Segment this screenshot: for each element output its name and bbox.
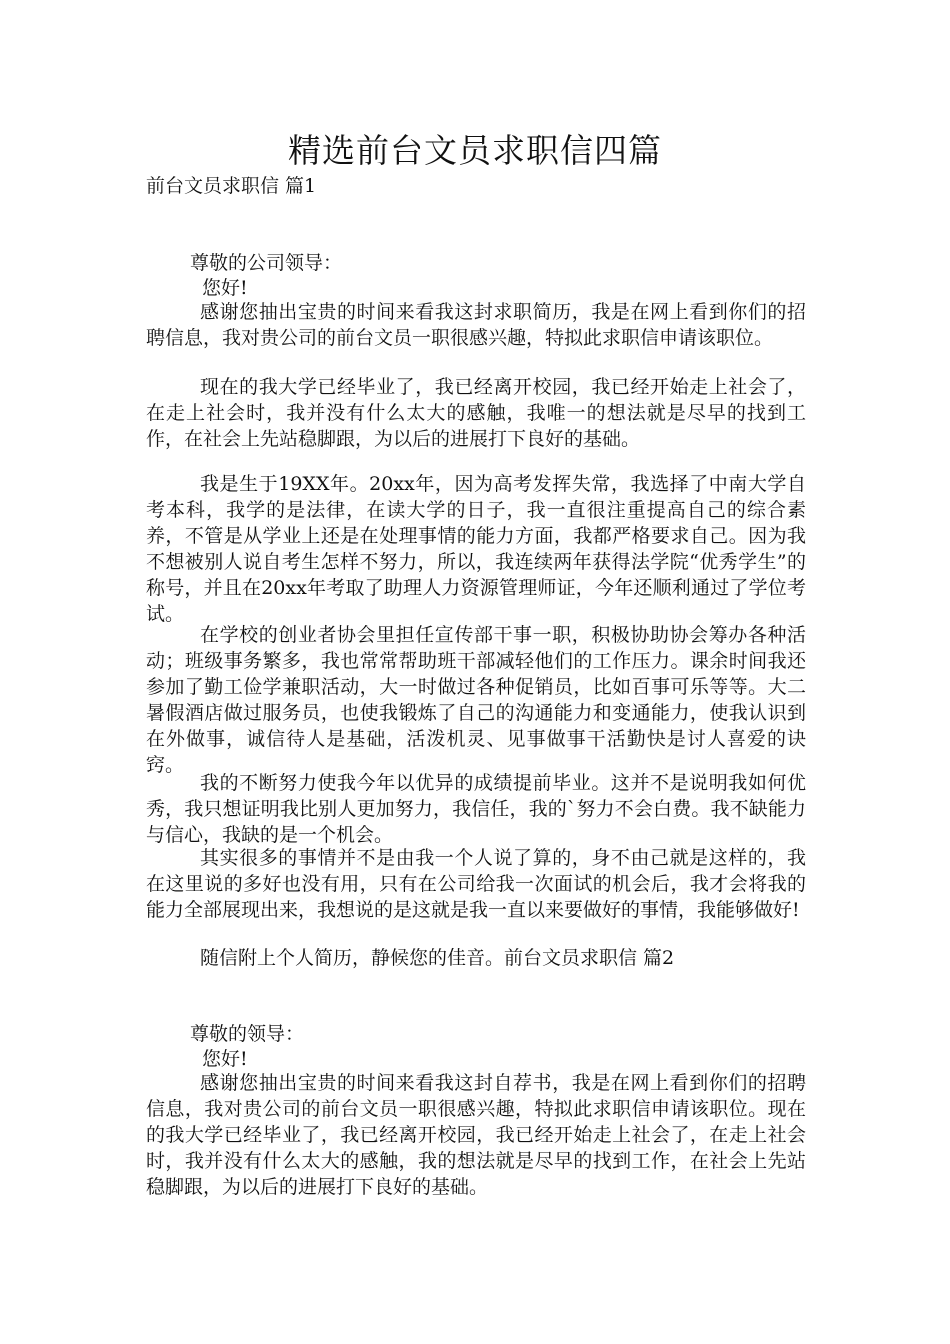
- greeting-1: 您好!: [202, 277, 248, 299]
- paragraph-closing-with-heading-2: 随信附上个人简历，静候您的佳音。前台文员求职信 篇2: [200, 947, 675, 969]
- paragraph: 感谢您抽出宝贵的时间来看我这封求职简历，我是在网上看到你们的招聘信息，我对贵公司的前台文员一职很感兴趣，特拟此求职信申请该职位。: [146, 301, 806, 349]
- paragraph: 感谢您抽出宝贵的时间来看我这封自荐书，我是在网上看到你们的招聘信息，我对贵公司的前台文员一职很感兴趣，特拟此求职信申请该职位。现在的我大学已经毕业了，我已经离开校园，我已经开始走上社会了，在走上社会时，我并没有什么太大的感触，我的想法就是尽早的找到工作，在社会上先站稳脚跟，为以后的进展打下良好的基础。: [146, 1072, 806, 1198]
- greeting-2: 您好!: [202, 1048, 248, 1070]
- paragraph: 我的不断努力使我今年以优异的成绩提前毕业。这并不是说明我如何优秀，我只想证明我比别人更加努力，我信任，我的`努力不会白费。我不缺能力与信心，我缺的是一个机会。: [146, 772, 806, 846]
- paragraph: 在学校的创业者协会里担任宣传部干事一职，积极协助协会筹办各种活动；班级事务繁多，我也常常帮助班干部减轻他们的工作压力。课余时间我还参加了勤工俭学兼职活动，大一时做过各种促销员，比如百事可乐等等。大二暑假酒店做过服务员，也使我锻炼了自己的沟通能力和变通能力，使我认识到在外做事，诚信待人是基础，活泼机灵、见事做事干活勤快是讨人喜爱的诀窍。: [146, 624, 806, 776]
- salutation-1: 尊敬的公司领导：: [190, 252, 343, 274]
- paragraph: 现在的我大学已经毕业了，我已经离开校园，我已经开始走上社会了，在走上社会时，我并没有什么太大的感触，我唯一的想法就是尽早的找到工作，在社会上先站稳脚跟，为以后的进展打下良好的基础。: [146, 376, 806, 450]
- paragraph: 其实很多的事情并不是由我一个人说了算的，身不由己就是这样的，我在这里说的多好也没有用，只有在公司给我一次面试的机会后，我才会将我的能力全部展现出来，我想说的是这就是我一直以来要做好的事情，我能够做好!: [146, 847, 806, 921]
- paragraph: 我是生于19XX年。20xx年，因为高考发挥失常，我选择了中南大学自考本科，我学的是法律，在读大学的日子，我一直很注重提高自己的综合素养，不管是从学业上还是在处理事情的能力方面，我都严格要求自己。因为我不想被别人说自考生怎样不努力，所以，我连续两年获得法学院“优秀学生”的称号，并且在20xx年考取了助理人力资源管理师证，今年还顺利通过了学位考试。: [146, 473, 806, 625]
- document-title: 精选前台文员求职信四篇: [288, 131, 662, 170]
- section-heading-1: 前台文员求职信 篇1: [146, 175, 317, 197]
- salutation-2: 尊敬的领导：: [190, 1023, 305, 1045]
